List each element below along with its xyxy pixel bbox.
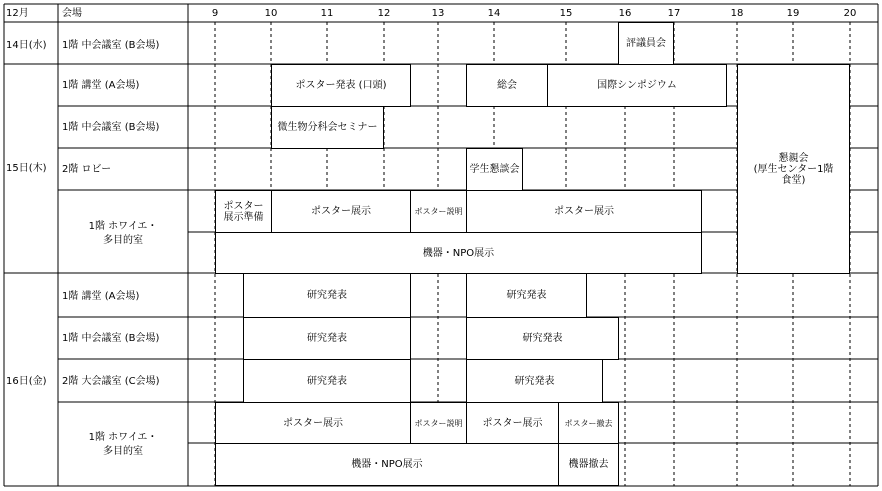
event-poster-display-16a: ポスター展示 xyxy=(215,402,411,444)
event-research-16a-1: 研究発表 xyxy=(243,273,411,318)
event-council: 評議員会 xyxy=(618,22,674,65)
event-intl-symposium: 国際シンポジウム xyxy=(547,64,727,107)
hour-label: 9 xyxy=(211,8,219,19)
room-15-a: 1階 講堂 (A会場) xyxy=(62,80,140,91)
event-general-meeting: 総会 xyxy=(466,64,548,107)
room-16-b: 1階 中会議室 (B会場) xyxy=(62,333,160,344)
event-research-16b-2: 研究発表 xyxy=(466,317,619,360)
event-poster-explain-16: ポスター説明 xyxy=(410,402,467,444)
room-15-foyer: 1階 ホワイエ・ 多目的室 xyxy=(88,221,158,246)
event-equipment-removal: 機器撤去 xyxy=(558,443,619,486)
room-15-b: 1階 中会議室 (B会場) xyxy=(62,122,160,133)
event-poster-display-16b: ポスター展示 xyxy=(466,402,559,444)
event-poster-display-15a: ポスター展示 xyxy=(271,190,411,233)
event-poster-explain-15: ポスター説明 xyxy=(410,190,467,233)
venue-header: 会場 xyxy=(62,8,82,19)
day-14: 14日(水) xyxy=(6,40,47,51)
event-research-16a-2: 研究発表 xyxy=(466,273,587,318)
event-poster-oral: ポスター発表 (口頭) xyxy=(271,64,411,107)
room-16-foyer: 1階 ホワイエ・ 多目的室 xyxy=(88,432,158,457)
day-16: 16日(金) xyxy=(6,376,47,387)
event-poster-removal: ポスター撤去 xyxy=(558,402,619,444)
hour-label: 14 xyxy=(487,8,501,19)
event-student-meeting: 学生懇談会 xyxy=(466,148,523,191)
event-microbe-seminar: 微生物分科会セミナー xyxy=(271,106,384,149)
event-research-16b-1: 研究発表 xyxy=(243,317,411,360)
room-16-c: 2階 大会議室 (C会場) xyxy=(62,376,160,387)
hour-label: 11 xyxy=(320,8,334,19)
hour-label: 13 xyxy=(431,8,445,19)
room-15-lobby: 2階 ロビー xyxy=(62,164,112,175)
hour-label: 15 xyxy=(559,8,573,19)
event-equipment-npo-15: 機器・NPO展示 xyxy=(215,232,702,274)
room-14-b: 1階 中会議室 (B会場) xyxy=(62,40,160,51)
month-header: 12月 xyxy=(6,8,29,19)
day-15: 15日(木) xyxy=(6,163,47,174)
event-equipment-npo-16: 機器・NPO展示 xyxy=(215,443,559,486)
hour-label: 19 xyxy=(786,8,800,19)
event-research-16c-2: 研究発表 xyxy=(466,359,603,403)
hour-label: 10 xyxy=(264,8,278,19)
hour-label: 16 xyxy=(618,8,632,19)
hour-label: 17 xyxy=(667,8,681,19)
event-banquet: 懇親会 (厚生センター1階 食堂) xyxy=(737,64,850,274)
hour-label: 18 xyxy=(730,8,744,19)
event-research-16c-1: 研究発表 xyxy=(243,359,411,403)
event-poster-display-15b: ポスター展示 xyxy=(466,190,702,233)
event-poster-prep: ポスター 展示準備 xyxy=(215,190,272,233)
hour-label: 20 xyxy=(843,8,857,19)
hour-label: 12 xyxy=(377,8,391,19)
room-16-a: 1階 講堂 (A会場) xyxy=(62,291,140,302)
